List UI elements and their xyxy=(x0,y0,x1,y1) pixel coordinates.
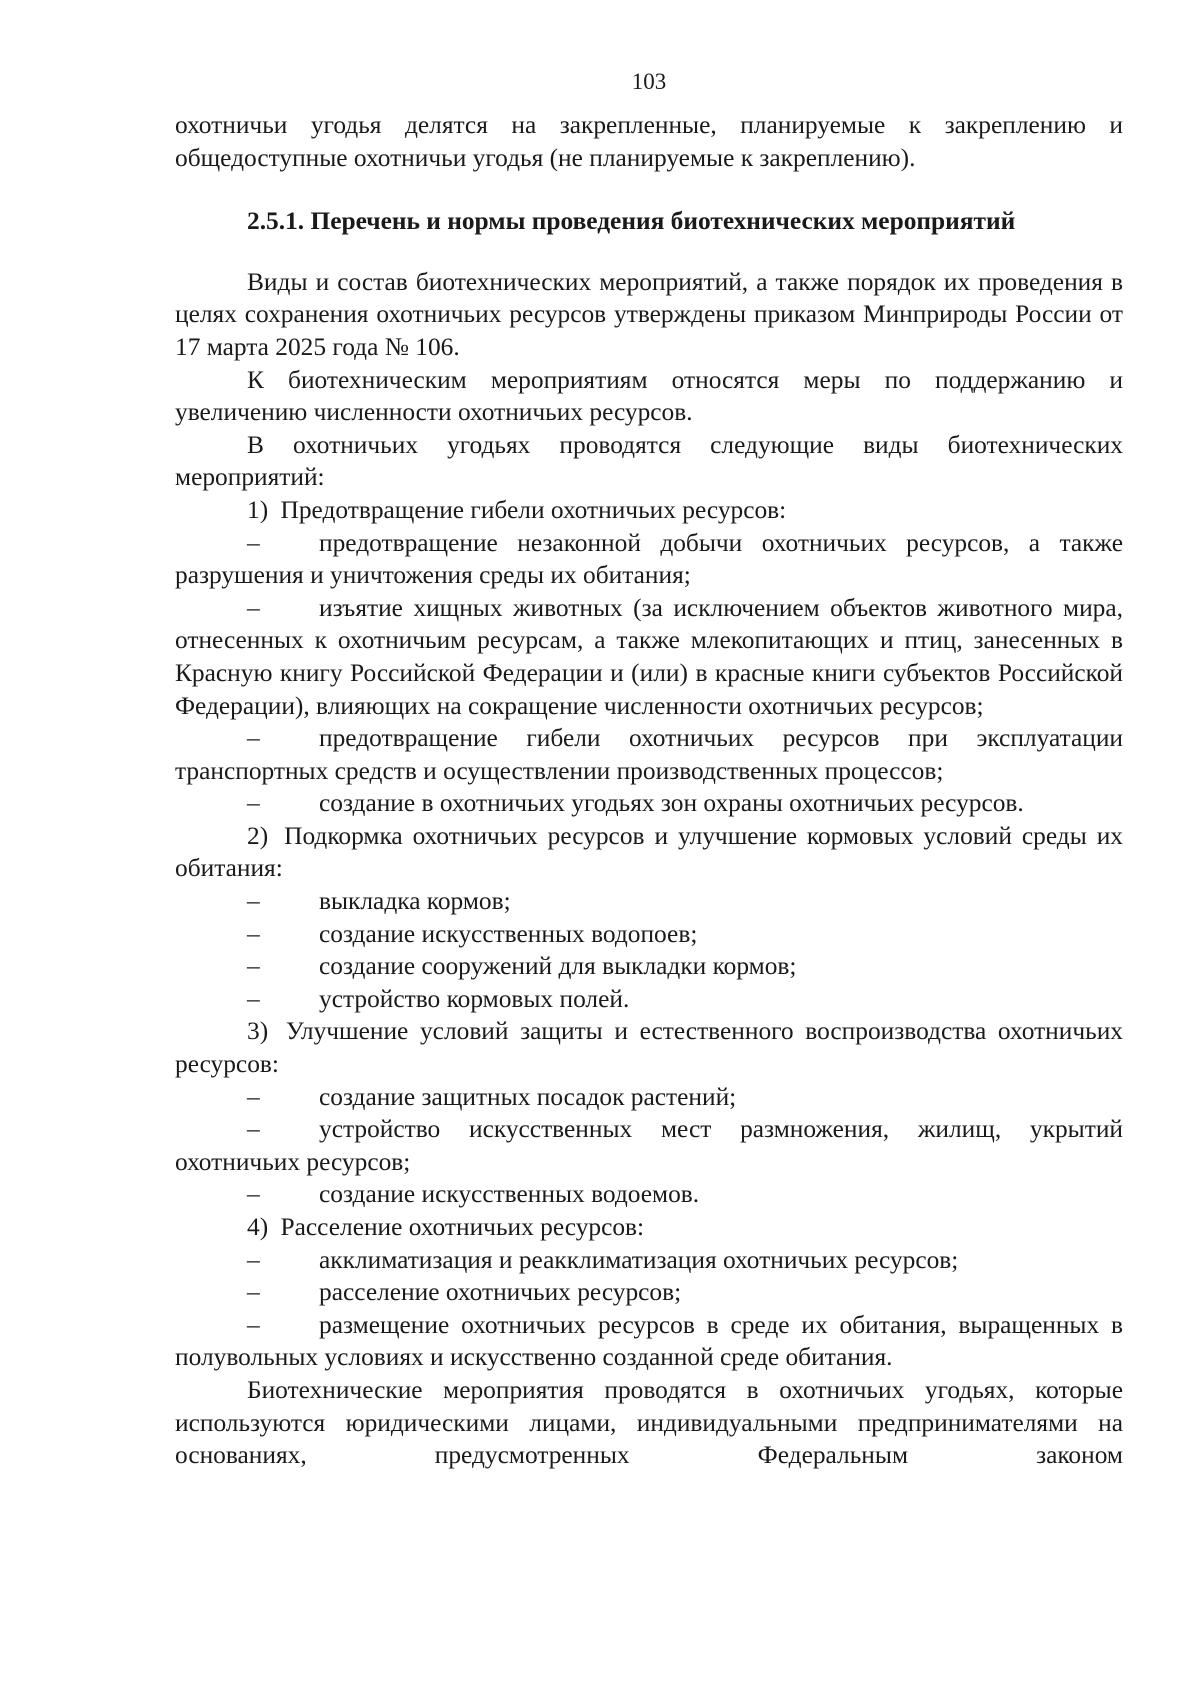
dash-bullet: – xyxy=(247,1278,260,1307)
dash-list-item xyxy=(175,1276,1123,1309)
section-heading: 2.5.1. Перечень и нормы проведения биотехнических мероприятий xyxy=(247,207,1016,236)
dash-bullet: – xyxy=(247,984,260,1013)
dash-bullet: – xyxy=(247,952,260,981)
dash-bullet: – xyxy=(247,1180,260,1209)
dash-list-item xyxy=(175,918,1123,951)
list-item-title: Улучшение условий защиты и естественного воспроизводства охотничьих ресурсов: xyxy=(175,1017,1123,1079)
dash-bullet: – xyxy=(247,724,260,753)
numbered-list-item xyxy=(175,1015,1123,1080)
list-item-text: расселение охотничьих ресурсов; xyxy=(319,1278,682,1307)
closing-paragraph: Биотехнические мероприятия проводятся в охотничьих угодьях, которые используются юридическими лицами, индивидуальными предпринимателями на основаниях, предусмотренных Федеральным законом xyxy=(175,1375,1123,1470)
page-number: 103 xyxy=(631,69,667,94)
list-item-text: изъятие хищных животных (за исключением объектов животного мира, отнесенных к охотничьим ресурсам, а также млекопитающих и птиц, занесенных в Красную книгу Российской Федерации и (или) в красные книги субъектов Российской Федерации), влияющих на сокращение численности охотничьих ресурсов; xyxy=(175,593,1123,720)
dash-bullet: – xyxy=(247,1310,260,1339)
dash-list-item xyxy=(175,722,1123,787)
document-page xyxy=(175,68,1123,1472)
numbered-list-item xyxy=(175,820,1123,885)
dash-list-item xyxy=(175,592,1123,722)
list-item-text: создание искусственных водопоев; xyxy=(319,919,698,948)
list-item-text: создание сооружений для выкладки кормов; xyxy=(319,952,797,981)
list-item-text: устройство искусственных мест размножения, жилищ, укрытий охотничьих ресурсов; xyxy=(175,1115,1123,1176)
list-number: 4) xyxy=(247,1213,269,1241)
dash-bullet: – xyxy=(247,919,260,948)
dash-bullet: – xyxy=(247,1115,260,1144)
dash-bullet: – xyxy=(247,1082,260,1111)
list-item-text: создание искусственных водоемов. xyxy=(319,1180,700,1209)
body-paragraph: К биотехническим мероприятиям относятся меры по поддержанию и увеличению численности охотничьих ресурсов. xyxy=(175,365,1123,427)
dash-bullet: – xyxy=(247,528,260,557)
list-item-title: Предотвращение гибели охотничьих ресурсов: xyxy=(280,495,787,524)
dash-list-item xyxy=(175,1113,1123,1178)
dash-list-item xyxy=(175,787,1123,820)
numbered-list-item xyxy=(175,1211,1123,1244)
list-item-text: устройство кормовых полей. xyxy=(319,984,630,1013)
dash-bullet: – xyxy=(247,1245,260,1274)
intro-paragraph: охотничьи угодья делятся на закрепленные, планируемые к закреплению и общедоступные охотничьи угодья (не планируемые к закреплению). xyxy=(175,111,1123,172)
list-item-text: создание в охотничьих угодьях зон охраны охотничьих ресурсов. xyxy=(319,789,1024,818)
list-item-text: предотвращение гибели охотничьих ресурсов при эксплуатации транспортных средств и осуществлении производственных процессов; xyxy=(175,724,1123,785)
dash-list-item xyxy=(175,885,1123,918)
dash-list-item xyxy=(175,527,1123,592)
dash-list-item xyxy=(175,1309,1123,1374)
dash-list-item xyxy=(175,1178,1123,1211)
list-item-text: размещение охотничьих ресурсов в среде их обитания, выращенных в полувольных условиях и искусственно созданной среде обитания. xyxy=(175,1310,1123,1372)
list-item-text: выкладка кормов; xyxy=(319,887,511,916)
body-paragraph: В охотничьих угодьях проводятся следующие виды биотехнических мероприятий: xyxy=(175,430,1123,492)
list-item-text: создание защитных посадок растений; xyxy=(319,1082,737,1111)
list-number: 2) xyxy=(247,821,269,850)
dash-list-item xyxy=(175,983,1123,1016)
list-item-title: Подкормка охотничьих ресурсов и улучшение кормовых условий среды их обитания: xyxy=(175,821,1123,883)
list-item-text: предотвращение незаконной добычи охотничьих ресурсов, а также разрушения и уничтожения среды их обитания; xyxy=(175,528,1123,590)
list-number: 1) xyxy=(247,495,269,524)
dash-list-item xyxy=(175,950,1123,983)
dash-bullet: – xyxy=(247,887,260,916)
dash-list-item xyxy=(175,1244,1123,1277)
list-number: 3) xyxy=(247,1017,269,1046)
dash-bullet: – xyxy=(247,789,260,818)
dash-bullet: – xyxy=(247,593,260,622)
dash-list-item xyxy=(175,1081,1123,1114)
numbered-list-item xyxy=(175,494,1123,527)
body-paragraph: Виды и состав биотехнических мероприятий, а также порядок их проведения в целях сохранения охотничьих ресурсов утверждены приказом Минприроды России от 17 марта 2025 года № 106. xyxy=(175,267,1123,361)
list-item-title: Расселение охотничьих ресурсов: xyxy=(280,1213,645,1241)
list-item-text: акклиматизация и реакклиматизация охотничьих ресурсов; xyxy=(319,1245,959,1274)
